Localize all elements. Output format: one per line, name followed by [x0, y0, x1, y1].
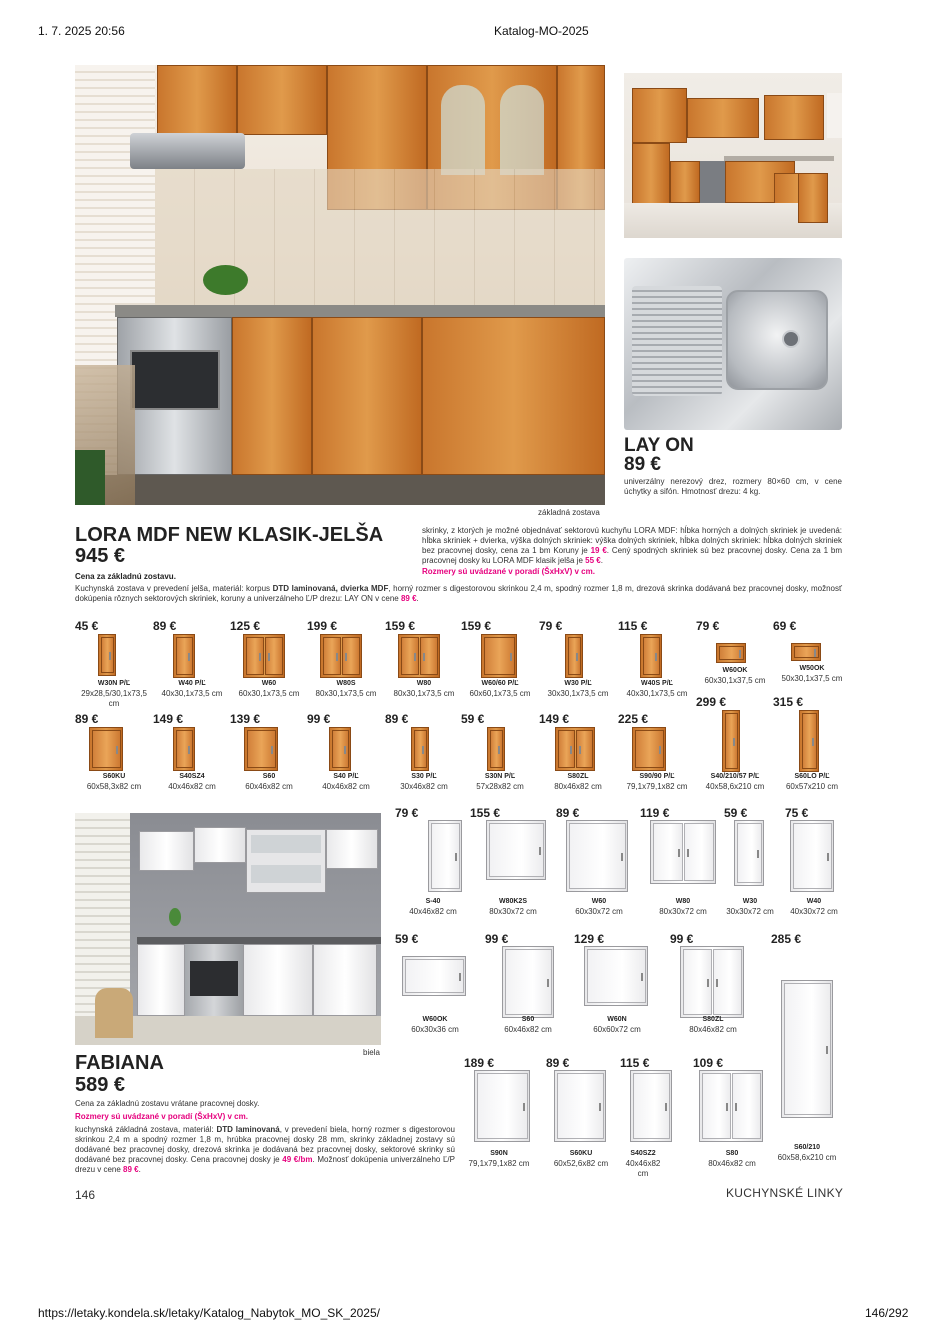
product-item[interactable] — [75, 712, 153, 797]
product-name: W60OK — [422, 1016, 448, 1023]
product-price: 299 € — [696, 695, 727, 709]
print-datetime: 1. 7. 2025 20:56 — [38, 24, 125, 38]
product-item[interactable] — [618, 712, 696, 797]
product-item[interactable] — [461, 712, 539, 797]
cabinet-image — [790, 820, 834, 892]
product-price: 79 € — [395, 806, 419, 820]
product-dimensions: 80x46x82 cm — [689, 1025, 737, 1034]
cabinet-image — [428, 820, 462, 892]
product-item[interactable] — [390, 806, 476, 918]
product-price: 75 € — [785, 806, 809, 820]
product-name: S60LO P/Ľ — [794, 773, 830, 780]
product-dimensions: 60x30,1x73,5 cm — [238, 689, 300, 698]
cabinet-image — [243, 634, 285, 678]
product-name: W60 — [261, 680, 277, 687]
product-item[interactable] — [230, 619, 308, 709]
product-price: 315 € — [773, 695, 804, 709]
product-name: S40/210/57 P/Ľ — [710, 773, 760, 780]
product-name: W60/60 P/Ľ — [481, 680, 519, 687]
product-price: 89 € — [153, 619, 177, 633]
product-name: W80K2S — [498, 898, 527, 905]
lora-sector-description: skrinky, z ktorých je možné objednávať sektorovú kuchyňu LORA MDF: hĺbka horných a dolných skriniek je uvedená: hĺbka skriniek + dvierka, výška dolných skriniek: výška dolných skriniek, hĺbka dolných skriniek: hĺbka dolných skriniek bez pracovnej dosky, cena za 1 bm Koruny je 19 €. Cený spodných skriniek sú bez pracovnej dosky. Cena za 1 bm pracovnej dosky ku LORA MDF klasik jelša je 55 €. — [422, 526, 842, 565]
lay-on-sink-photo — [624, 258, 842, 430]
product-item[interactable] — [785, 806, 843, 918]
cabinet-image — [584, 946, 648, 1006]
cabinet-image — [555, 727, 595, 771]
product-dimensions: 60x30x72 cm — [575, 907, 623, 916]
product-dimensions: 40x46x82 cm — [409, 907, 457, 916]
cabinet-image — [566, 820, 628, 892]
product-dimensions: 30x30x72 cm — [726, 907, 774, 916]
cabinet-image — [722, 710, 740, 772]
product-price: 99 € — [670, 932, 694, 946]
cabinet-image — [474, 1070, 530, 1142]
product-dimensions: 60x52,6x82 cm — [553, 1159, 609, 1168]
product-price: 59 € — [724, 806, 748, 820]
product-price: 89 € — [75, 712, 99, 726]
lora-dimensions-note: Rozmery sú uvádzané v poradí (ŠxHxV) v cm. — [422, 567, 595, 576]
product-dimensions: 60x46x82 cm — [504, 1025, 552, 1034]
product-item[interactable] — [539, 712, 617, 797]
cabinet-image — [244, 727, 278, 771]
product-name: S60/210 — [793, 1144, 821, 1151]
product-item[interactable] — [153, 619, 231, 709]
product-price: 79 € — [539, 619, 563, 633]
product-item[interactable] — [724, 806, 776, 918]
product-dimensions: 60x30,1x37,5 cm — [704, 676, 766, 685]
product-name: S90/90 P/Ľ — [639, 773, 675, 780]
product-item[interactable] — [771, 932, 843, 1168]
product-price: 149 € — [153, 712, 184, 726]
lora-description: Kuchynská zostava v prevedení jelša, materiál: korpus DTD laminovaná, dvierka MDF, horný rozmer s digestorovou skrinkou 2,4 m, spodný rozmer 1,8 m, drezová skrinka dodávaná bez pracovnej dosky, možnosť dokúpenia rôznych sektorových skriniek, koruny a univerzálneho Ľ/P drezu: LAY ON v cene 89 €. — [75, 584, 842, 603]
product-item[interactable] — [773, 619, 851, 689]
product-price: 155 € — [470, 806, 501, 820]
product-price: 79 € — [696, 619, 720, 633]
product-name: S60KU — [569, 1150, 593, 1157]
product-name: S40SZ4 — [179, 773, 205, 780]
product-name: W60OK — [722, 667, 748, 674]
product-item[interactable] — [485, 932, 571, 1040]
lora-title: LORA MDF NEW KLASIK-JELŠA — [75, 524, 384, 546]
product-price: 125 € — [230, 619, 261, 633]
product-dimensions: 40x46x82 cm — [168, 782, 216, 791]
product-item[interactable] — [670, 932, 756, 1040]
product-price: 139 € — [230, 712, 261, 726]
product-item[interactable] — [539, 619, 617, 709]
product-price: 69 € — [773, 619, 797, 633]
cabinet-image — [173, 634, 195, 678]
product-dimensions: 80x46x82 cm — [708, 1159, 756, 1168]
product-price: 99 € — [307, 712, 331, 726]
product-dimensions: 30x46x82 cm — [400, 782, 448, 791]
product-name: S-40 — [425, 898, 441, 905]
fabiana-base-label: Cena za základnú zostavu vrátane pracovnej dosky. — [75, 1099, 260, 1108]
cabinet-image — [565, 634, 583, 678]
product-dimensions: 50x30,1x37,5 cm — [781, 674, 843, 683]
product-dimensions: 30x30,1x73,5 cm — [547, 689, 609, 698]
product-price: 129 € — [574, 932, 605, 946]
product-dimensions: 60x58,6x210 cm — [777, 1153, 837, 1162]
cabinet-image — [650, 820, 716, 884]
product-name: S40 P/Ľ — [333, 773, 359, 780]
cabinet-image — [716, 643, 746, 663]
product-name: S80ZL — [702, 1016, 724, 1023]
product-dimensions: 40x58,6x210 cm — [705, 782, 765, 791]
product-item[interactable] — [385, 712, 463, 797]
product-price: 59 € — [395, 932, 419, 946]
cabinet-image — [398, 634, 440, 678]
product-name: S30N P/Ľ — [484, 773, 516, 780]
product-name: W30N P/Ľ — [97, 680, 131, 687]
cabinet-image — [487, 727, 505, 771]
product-item[interactable] — [556, 806, 642, 918]
lay-on-title: LAY ON — [624, 435, 694, 456]
cabinet-image — [481, 634, 517, 678]
fabiana-dimensions-note: Rozmery sú uvádzané v poradí (ŠxHxV) v cm. — [75, 1112, 248, 1121]
product-dimensions: 60x57x210 cm — [785, 782, 839, 791]
page-counter: 146/292 — [865, 1306, 909, 1320]
cabinet-image — [781, 980, 833, 1118]
product-item[interactable] — [574, 932, 660, 1040]
product-dimensions: 79,1x79,1x82 cm — [626, 782, 688, 791]
product-name: W30 P/Ľ — [564, 680, 592, 687]
product-dimensions: 60x60x72 cm — [593, 1025, 641, 1034]
cabinet-image — [734, 820, 764, 886]
cabinet-image — [680, 946, 744, 1018]
cabinet-image — [320, 634, 362, 678]
product-dimensions: 60x60,1x73,5 cm — [469, 689, 531, 698]
product-price: 45 € — [75, 619, 99, 633]
product-dimensions: 80x30x72 cm — [659, 907, 707, 916]
cabinet-image — [486, 820, 546, 880]
product-dimensions: 80x30,1x73,5 cm — [315, 689, 377, 698]
product-item[interactable] — [696, 619, 774, 689]
product-price: 149 € — [539, 712, 570, 726]
cabinet-image — [89, 727, 123, 771]
cabinet-image — [699, 1070, 763, 1142]
cabinet-image — [630, 1070, 672, 1142]
product-dimensions: 40x30x72 cm — [790, 907, 838, 916]
cabinet-image — [402, 956, 466, 996]
product-dimensions: 29x28,5/30,1x73,5 cm — [81, 689, 147, 708]
product-dimensions: 60x46x82 cm — [245, 782, 293, 791]
cabinet-image — [98, 634, 116, 676]
product-name: S60KU — [102, 773, 126, 780]
product-name: S60 — [521, 1016, 535, 1023]
product-name: S80ZL — [567, 773, 589, 780]
product-price: 119 € — [640, 806, 670, 820]
product-price: 99 € — [485, 932, 509, 946]
product-price: 115 € — [620, 1056, 650, 1070]
lora-base-label: Cena za základnú zostavu. — [75, 572, 176, 581]
product-item[interactable] — [230, 712, 308, 797]
product-dimensions: 40x46x82 cm — [625, 1159, 661, 1178]
product-name: W40 — [806, 898, 822, 905]
product-dimensions: 79,1x79,1x82 cm — [468, 1159, 530, 1168]
document-title: Katalog-MO-2025 — [494, 24, 589, 38]
source-url[interactable]: https://letaky.kondela.sk/letaky/Katalog_Nabytok_MO_SK_2025/ — [38, 1306, 380, 1320]
product-price: 89 € — [385, 712, 409, 726]
product-price: 89 € — [546, 1056, 570, 1070]
product-dimensions: 40x30,1x73,5 cm — [626, 689, 688, 698]
fabiana-description: kuchynská základná zostava, materiál: DTD laminovaná, v prevedení biela, horný rozmer s digestorovou skrinkou 2,4 m a spodný rozmer 1,8 m, hrúbka pracovnej dosky 28 mm, skrinky základnej zostavy sú dodávané bez pracovnej dosky, drezová skrinka je dodávaná bez pracovnej dosky, sektorové skrinky sú dodávané bez pracovnej dosky. Cena pracovnej dosky je 49 €/bm. Možnosť dokúpenia univerzálneho Ľ/P drezu v cene 89 €. — [75, 1125, 456, 1174]
cabinet-image — [632, 727, 666, 771]
cabinet-image — [640, 634, 662, 678]
product-item[interactable] — [696, 695, 774, 795]
cabinet-image — [173, 727, 195, 771]
lora-price: 945 € — [75, 545, 126, 567]
lay-on-description: univerzálny nerezový drez, rozmery 80×60 cm, v cene úchytky a sifón. Hmotnosť drezu: 4 kg. — [624, 477, 842, 496]
product-name: W40S P/Ľ — [641, 680, 673, 687]
product-item[interactable] — [470, 806, 556, 918]
lora-photo-caption: základná zostava — [538, 508, 600, 517]
product-dimensions: 80x30,1x73,5 cm — [393, 689, 455, 698]
product-price: 225 € — [618, 712, 649, 726]
product-item[interactable] — [75, 619, 153, 709]
cabinet-image — [791, 643, 821, 661]
product-dimensions: 40x30,1x73,5 cm — [161, 689, 223, 698]
product-price: 115 € — [618, 619, 648, 633]
product-name: W60N — [607, 1016, 627, 1023]
product-name: W40 P/Ľ — [178, 680, 206, 687]
fabiana-title: FABIANA — [75, 1052, 164, 1074]
product-item[interactable] — [464, 1056, 534, 1168]
product-price: 285 € — [771, 932, 802, 946]
product-item[interactable] — [773, 695, 851, 795]
product-name: S80 — [725, 1150, 739, 1157]
cabinet-image — [799, 710, 819, 772]
product-name: W80S — [336, 680, 356, 687]
product-dimensions: 60x30x36 cm — [411, 1025, 459, 1034]
product-price: 159 € — [385, 619, 416, 633]
product-dimensions: 80x46x82 cm — [554, 782, 602, 791]
product-item[interactable] — [693, 1056, 771, 1168]
product-price: 59 € — [461, 712, 485, 726]
product-item[interactable] — [307, 619, 385, 709]
product-item[interactable] — [307, 712, 385, 797]
lay-on-price: 89 € — [624, 454, 661, 475]
product-dimensions: 60x58,3x82 cm — [86, 782, 142, 791]
section-title: KUCHYNSKÉ LINKY — [726, 1186, 844, 1200]
product-name: W60 — [591, 898, 607, 905]
product-dimensions: 57x28x82 cm — [476, 782, 524, 791]
page-number: 146 — [75, 1188, 96, 1202]
product-name: W30 — [742, 898, 758, 905]
lora-corner-kitchen-photo — [624, 73, 842, 238]
product-item[interactable] — [546, 1056, 616, 1168]
product-name: W80 — [675, 898, 691, 905]
product-item[interactable] — [640, 806, 726, 918]
product-dimensions: 40x46x82 cm — [322, 782, 370, 791]
fabiana-price: 589 € — [75, 1074, 126, 1096]
product-dimensions: 80x30x72 cm — [489, 907, 537, 916]
product-price: 159 € — [461, 619, 492, 633]
product-name: S30 P/Ľ — [411, 773, 437, 780]
product-price: 189 € — [464, 1056, 495, 1070]
product-item[interactable] — [153, 712, 231, 797]
product-name: S60 — [262, 773, 276, 780]
fabiana-kitchen-photo — [75, 813, 381, 1045]
product-name: W80 — [416, 680, 432, 687]
product-name: S40SZ2 — [630, 1150, 656, 1157]
product-item[interactable] — [618, 619, 696, 709]
product-price: 199 € — [307, 619, 338, 633]
product-item[interactable] — [392, 932, 478, 1040]
cabinet-image — [411, 727, 429, 771]
fabiana-photo-caption: biela — [363, 1048, 380, 1057]
cabinet-image — [502, 946, 554, 1018]
cabinet-image — [554, 1070, 606, 1142]
product-price: 109 € — [693, 1056, 724, 1070]
product-price: 89 € — [556, 806, 580, 820]
product-item[interactable] — [461, 619, 539, 709]
lora-kitchen-photo — [75, 65, 605, 505]
product-item[interactable] — [620, 1056, 666, 1178]
product-name: W50OK — [799, 665, 825, 672]
cabinet-image — [329, 727, 351, 771]
product-name: S90N — [490, 1150, 508, 1157]
product-item[interactable] — [385, 619, 463, 709]
